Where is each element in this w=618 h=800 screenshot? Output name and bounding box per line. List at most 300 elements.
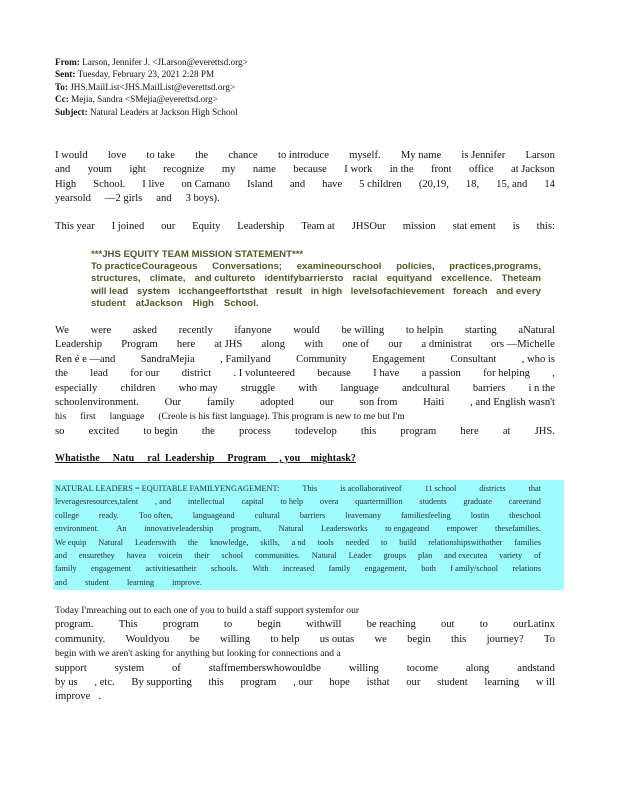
word: students: [419, 497, 447, 507]
today-line-4: begin with we aren't asking for anything but looking for connections and a: [55, 648, 341, 660]
word: language: [109, 411, 145, 423]
text-line: [91, 261, 541, 273]
word: . I volunteered: [233, 368, 295, 380]
word: family: [206, 397, 235, 409]
word: policies,: [396, 261, 435, 273]
text-line: [55, 353, 555, 367]
word: careerand: [508, 497, 541, 507]
word: and executea: [444, 551, 488, 561]
word: increased: [282, 564, 315, 574]
word: here: [460, 425, 479, 437]
word: This year: [55, 221, 95, 232]
text-line: [55, 576, 541, 589]
word: Community: [296, 353, 347, 365]
word: because: [293, 164, 327, 176]
word: will lead: [91, 285, 129, 297]
word: equityand: [386, 273, 433, 285]
word: We equip: [55, 537, 87, 547]
text-line: [55, 549, 541, 562]
word: 15, and: [496, 178, 528, 190]
word: improve.: [172, 577, 202, 587]
word: , and English wasn't: [470, 397, 555, 409]
word: support: [55, 662, 87, 674]
word: High: [192, 297, 214, 309]
word: , our: [293, 677, 313, 689]
word: student: [84, 577, 109, 587]
word: recently: [178, 325, 213, 336]
text-line: [91, 298, 541, 310]
word: environment.: [55, 524, 100, 534]
word: and: [55, 577, 67, 587]
word: capital: [241, 497, 264, 507]
word: us outas: [319, 633, 355, 645]
text-line: [55, 522, 541, 535]
word: Our: [164, 397, 182, 409]
word: cultural: [254, 510, 280, 520]
word: 3 boys).: [185, 193, 220, 205]
word: voicein: [157, 551, 183, 561]
word: I joined: [111, 221, 145, 232]
to-value: JHS.MailList<JHS.MailList@everettsd.org>: [70, 81, 236, 92]
text-line: [55, 676, 555, 690]
word: withwill: [306, 619, 342, 631]
word: program: [162, 619, 199, 631]
word: at: [502, 425, 511, 437]
today-line-1: Today I'mreaching out to each one of you to build a staff support systemfor our: [55, 605, 360, 616]
word: learning: [126, 577, 155, 587]
word: I have: [373, 368, 400, 380]
word: begin: [407, 633, 431, 645]
word: district: [181, 368, 212, 380]
word: ight: [129, 164, 146, 176]
word: process: [239, 425, 271, 437]
word: to begin: [143, 425, 178, 437]
word: barriers: [472, 382, 506, 394]
word: (Creole is his first language). This program is new to me but I'm: [158, 411, 405, 423]
word: by us: [55, 677, 78, 689]
word: along: [465, 662, 490, 674]
word: my: [221, 164, 236, 176]
word: at JHS: [214, 339, 243, 351]
word: I live: [142, 178, 165, 190]
word: be reaching: [366, 619, 416, 631]
word: to: [380, 537, 388, 547]
word: the: [55, 368, 68, 380]
word: program: [400, 425, 437, 437]
word: Equity: [192, 221, 221, 232]
word: andcultural: [401, 382, 450, 394]
word: the: [187, 537, 198, 547]
word: family: [55, 564, 77, 574]
word: 5 children: [359, 178, 402, 190]
word: Team at: [301, 221, 335, 232]
word: first: [80, 411, 96, 423]
word: foreach: [452, 285, 488, 297]
word: Engagement: [372, 353, 426, 365]
word: in high: [310, 285, 343, 297]
word: Larson: [525, 150, 555, 161]
word: (20,19,: [418, 178, 449, 190]
word: f amily/school: [450, 564, 499, 574]
word: language: [340, 382, 379, 394]
word: SandraMejia: [140, 353, 195, 365]
word: School.: [93, 178, 126, 190]
word: and: [55, 551, 67, 561]
text-line: [55, 509, 541, 522]
word: for helping: [483, 368, 530, 380]
word: this: [360, 425, 377, 437]
text-line: [55, 178, 555, 192]
word: staffmemberswhowouldbe: [208, 662, 321, 674]
word: a passion: [421, 368, 461, 380]
word: Leader: [348, 551, 372, 561]
word: student: [91, 297, 126, 309]
text-line: [55, 536, 541, 549]
word: My name: [400, 150, 442, 161]
word: and every: [496, 285, 541, 297]
text-line: [55, 220, 555, 234]
text-line: [55, 495, 541, 508]
word: leveragesresources,talent: [55, 497, 139, 507]
word: journey?: [486, 633, 524, 645]
word: 11 school: [424, 484, 457, 493]
word: innovativeleadership: [144, 524, 214, 534]
from-value: Larson, Jennifer J. <JLarson@everettsd.org>: [82, 57, 248, 67]
word: Too often,: [138, 510, 173, 520]
word: High: [55, 178, 77, 190]
word: to help: [270, 633, 300, 645]
word: knowledge,: [209, 537, 249, 547]
word: aNatural: [518, 325, 555, 336]
text-line: [55, 367, 555, 381]
email-header: [55, 56, 248, 118]
word: This: [302, 484, 318, 493]
word: result: [275, 285, 303, 297]
cc-value: Mejia, Sandra <SMejia@everettsd.org>: [71, 94, 218, 105]
from-row: From: Larson, Jennifer J. <JLarson@everettsd.org>: [55, 57, 248, 67]
word: , Familyand: [220, 353, 271, 365]
word: Haiti: [423, 397, 445, 409]
word: ors —Michelle: [491, 339, 555, 351]
word: would: [293, 325, 320, 336]
word: program,: [230, 524, 262, 534]
word: is: [512, 221, 520, 232]
text-line: [55, 633, 555, 647]
word: theschool: [509, 510, 541, 520]
word: this: [208, 677, 224, 689]
word: be willing: [341, 325, 385, 336]
word: we: [374, 633, 387, 645]
word: willing: [219, 633, 251, 645]
word: levelsofachievement: [350, 285, 445, 297]
text-line: [55, 149, 555, 163]
word: love: [107, 150, 127, 161]
word: I work: [344, 164, 373, 176]
word: needed: [345, 537, 370, 547]
word: stat ement: [452, 221, 496, 232]
word: ifanyone: [234, 325, 272, 336]
text-line: [55, 338, 555, 352]
word: relations: [512, 564, 541, 574]
asked-paragraph: [55, 324, 555, 439]
word: , etc.: [94, 677, 115, 689]
text-line: [55, 192, 555, 206]
word: to introduce: [278, 150, 329, 161]
text-line: [55, 410, 555, 424]
word: who may: [178, 382, 218, 394]
word: I would: [55, 150, 88, 161]
word: willing: [348, 662, 379, 674]
to-row: To: JHS.MailList<JHS.MailList@everettsd.org>: [55, 81, 236, 92]
word: of: [172, 662, 181, 674]
word: along: [261, 339, 286, 351]
word: relationshipswithother: [428, 537, 503, 547]
word: here: [176, 339, 196, 351]
text-line: [55, 662, 555, 676]
word: begin: [257, 619, 281, 631]
word: for our: [130, 368, 160, 380]
word: so: [55, 425, 65, 437]
word: Island: [246, 178, 273, 190]
word: mission: [402, 221, 436, 232]
word: to helpin: [405, 325, 444, 336]
word: to take: [146, 150, 175, 161]
word: 18,: [465, 178, 480, 190]
word: examineourschool: [296, 261, 382, 273]
word: Leadership: [237, 221, 285, 232]
word: struggle: [240, 382, 276, 394]
word: structures,: [91, 273, 141, 285]
word: is acollaborativeof: [340, 484, 402, 493]
text-line: [55, 425, 555, 439]
subject-row: Subject: Natural Leaders at Jackson High School: [55, 106, 238, 117]
equity-team-paragraph: [55, 220, 555, 234]
word: , and: [154, 497, 172, 507]
word: son from: [359, 397, 398, 409]
word: —2 girls: [104, 193, 143, 205]
word: languageand: [192, 510, 235, 520]
text-line: [91, 273, 541, 285]
staff-support-paragraph: [55, 604, 555, 705]
text-line: [55, 382, 555, 396]
word: the: [201, 425, 215, 437]
word: graduate: [463, 497, 492, 507]
word: system: [114, 662, 145, 674]
word: plan: [417, 551, 433, 561]
word: both: [421, 564, 436, 574]
word: children: [120, 382, 156, 394]
word: By supporting: [131, 677, 192, 689]
word: myself.: [349, 150, 381, 161]
word: our: [388, 339, 403, 351]
word: engagement,: [364, 564, 407, 574]
word: office: [469, 164, 494, 176]
word: overa: [319, 497, 339, 507]
word: Leaderswith: [134, 537, 176, 547]
word: improve: [55, 691, 91, 703]
word: build: [399, 537, 417, 547]
word: program.: [55, 619, 94, 631]
word: This: [118, 619, 138, 631]
word: JHS.: [534, 425, 555, 437]
word: this:: [536, 221, 555, 232]
word: identifybarriersto: [264, 273, 344, 285]
word: isthat: [366, 677, 390, 689]
text-line: [55, 618, 555, 632]
text-line: [55, 482, 541, 495]
word: front: [431, 164, 452, 176]
word: tools: [317, 537, 334, 547]
word: community.: [55, 633, 106, 645]
word: his: [55, 411, 67, 423]
word: Conversations;: [212, 261, 282, 273]
word: yearsold: [55, 193, 91, 205]
sent-value: Tuesday, February 23, 2021 2:28 PM: [77, 69, 215, 80]
word: Wouldyou: [125, 633, 170, 645]
word: activitiesattheir: [145, 564, 197, 574]
word: in the: [389, 164, 414, 176]
word: To practiceCourageous: [91, 261, 198, 273]
word: school: [221, 551, 244, 561]
word: starting: [464, 325, 497, 336]
word: hope: [329, 677, 350, 689]
word: adopted: [260, 397, 294, 409]
word: engagement: [91, 564, 132, 574]
text-line: [55, 690, 555, 704]
word: system: [136, 285, 170, 297]
word: todevelop: [294, 425, 337, 437]
word: learning: [484, 677, 520, 689]
word: climate,: [149, 273, 186, 285]
word: student: [437, 677, 468, 689]
word: districts: [479, 484, 506, 493]
word: and: [156, 193, 172, 205]
word: thesefamilies.: [495, 524, 541, 534]
word: empower: [446, 524, 478, 534]
word: name: [252, 164, 276, 176]
word: i n the: [528, 382, 555, 394]
word: our: [161, 221, 176, 232]
word: a nd: [291, 537, 306, 547]
word: , who is: [521, 353, 555, 365]
word: .: [98, 691, 101, 703]
word: Ren é e —and: [55, 353, 116, 365]
word: our: [319, 397, 334, 409]
subject-value: Natural Leaders at Jackson High School: [89, 106, 238, 117]
word: JHSOur: [351, 221, 386, 232]
word: on Camano: [181, 178, 230, 190]
word: recognize: [163, 164, 205, 176]
word: Natural: [278, 524, 304, 534]
word: asked: [132, 325, 157, 336]
word: their: [194, 551, 210, 561]
word: and: [55, 164, 71, 176]
word: leavemany: [345, 510, 382, 520]
word: youm: [87, 164, 112, 176]
word: especially: [55, 382, 98, 394]
word: of: [534, 551, 541, 561]
word: and: [289, 178, 306, 190]
word: practices,programs,: [449, 261, 541, 273]
word: groups: [383, 551, 407, 561]
word: one of: [342, 339, 370, 351]
word: excellence.: [441, 273, 493, 285]
word: An: [116, 524, 127, 534]
word: skills,: [260, 537, 280, 547]
word: because: [317, 368, 351, 380]
word: schools.: [211, 564, 238, 574]
word: Consultant: [450, 353, 497, 365]
word: To: [543, 633, 555, 645]
word: icchangeeffortsthat: [178, 285, 268, 297]
word: Leadersworks: [321, 524, 368, 534]
sent-row: Sent: Tuesday, February 23, 2021 2:28 PM: [55, 69, 215, 80]
word: intellectual: [187, 497, 225, 507]
word: to: [223, 619, 233, 631]
intro-paragraph: [55, 149, 555, 207]
word: Theteam: [501, 273, 541, 285]
word: w ill: [535, 677, 555, 689]
word: ensurethey: [78, 551, 115, 561]
word: School.: [223, 297, 259, 309]
word: this: [450, 633, 467, 645]
word: havea: [126, 551, 147, 561]
word: lostin: [470, 510, 490, 520]
word: ourLatinx: [513, 619, 555, 631]
word: is Jennifer: [461, 150, 506, 161]
text-line: [55, 396, 555, 410]
word: a dministrat: [421, 339, 472, 351]
word: with: [304, 339, 324, 351]
word: quartermillion: [355, 497, 403, 507]
word: family: [328, 564, 351, 574]
word: be: [189, 633, 200, 645]
word: variety: [499, 551, 523, 561]
word: that: [528, 484, 541, 493]
word: chance: [228, 150, 258, 161]
mission-statement: [91, 249, 541, 310]
text-line: [55, 562, 541, 575]
word: lead: [90, 368, 108, 380]
word: program: [240, 677, 277, 689]
text-line: [55, 163, 555, 177]
word: at Jackson: [511, 164, 555, 176]
word: 14: [544, 178, 555, 190]
word: to: [479, 619, 488, 631]
word: to engageand: [385, 524, 430, 534]
word: andstand: [517, 662, 555, 674]
word: tocome: [406, 662, 438, 674]
text-line: [91, 286, 541, 298]
natural-leaders-description: [55, 482, 541, 589]
word: atJackson: [135, 297, 183, 309]
word: out: [440, 619, 455, 631]
word: college: [55, 510, 79, 520]
word: schoolenvironment.: [55, 397, 139, 409]
word: to help: [280, 497, 304, 507]
word: the: [195, 150, 209, 161]
word: Leadership: [55, 339, 103, 351]
word: Natural: [98, 537, 124, 547]
word: barriers: [299, 510, 326, 520]
cc-row: Cc: Mejia, Sandra <SMejia@everettsd.org>: [55, 94, 218, 105]
text-line: [55, 324, 555, 338]
word: racial: [352, 273, 378, 285]
word: With: [252, 564, 269, 574]
word: have: [322, 178, 343, 190]
word: We: [55, 325, 69, 336]
word: our: [406, 677, 421, 689]
